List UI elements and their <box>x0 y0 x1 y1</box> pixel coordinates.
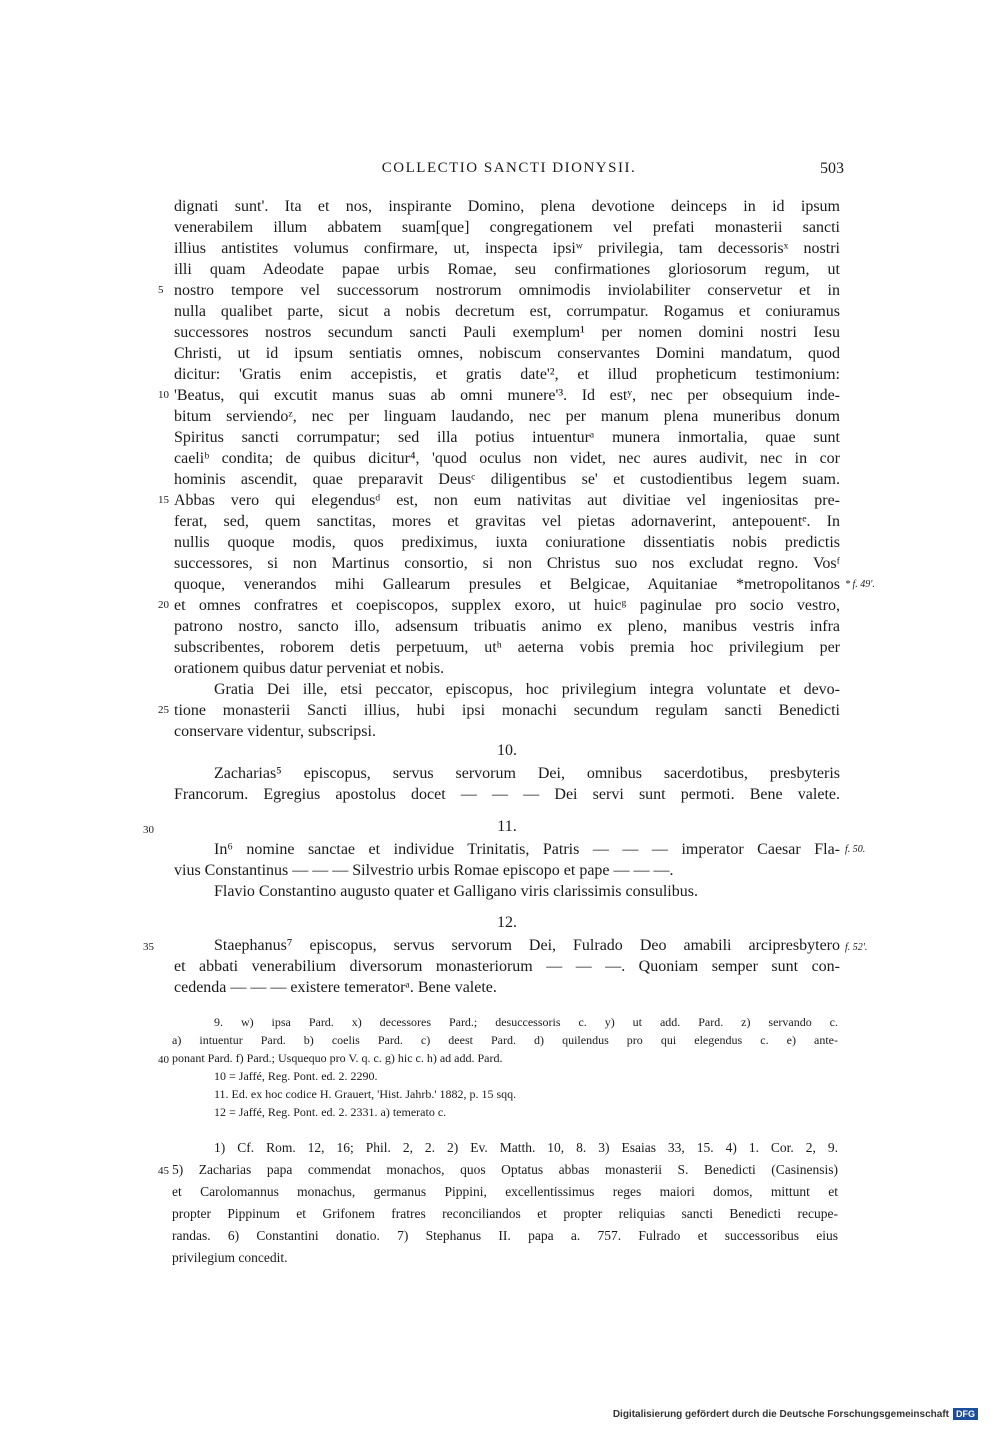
footnote-line: propter Pippinum et Grifonem fratres reconciliandos et propter reliquias sancti Benedicti recupe- <box>172 1206 838 1221</box>
page-number: 503 <box>820 160 844 177</box>
body-line: ferat, sed, quem sanctitas, mores et gravitas vel pietas adornaverint, antepouentᵉ. In <box>174 513 840 530</box>
line-number: 15 <box>158 494 169 506</box>
line-number: 25 <box>158 704 169 716</box>
section-number: 10. <box>497 742 517 759</box>
dfg-logo: DFG <box>953 1408 978 1420</box>
section-number: 11. <box>497 818 517 835</box>
body-line: subscribentes, roborem detis perpetuum, utʰ aeterna vobis premia hoc privilegium per <box>174 639 840 656</box>
apparatus-line: 9. w) ipsa Pard. x) decessores Pard.; desuccessoris c. y) ut add. Pard. z) servando c. <box>214 1015 838 1029</box>
body-line: dicitur: 'Gratis enim accepistis, et gratis date'², et illud propheticum testimonium: <box>174 366 840 383</box>
folio-note: f. 52'. <box>845 942 868 953</box>
body-line: tione monasterii Sancti illius, hubi ipsi monachi secundum regulam sancti Benedicti <box>174 702 840 719</box>
footnote-line: 5) Zacharias papa commendat monachos, quos Optatus abbas monasterii S. Benedicti (Casinensis) <box>172 1162 838 1177</box>
line-number: 40 <box>158 1054 169 1066</box>
line-number: 35 <box>143 941 154 953</box>
body-line: bitum serviendoᶻ, nec per linguam laudando, nec per manum plena muneribus donum <box>174 408 840 425</box>
body-line: successores nostros secundum sancti Pauli exemplum¹ per nomen domini nostri Iesu <box>174 324 840 341</box>
body-line: dignati sunt'. Ita et nos, inspirante Domino, plena devotione deinceps in id ipsum <box>174 198 840 215</box>
footnote-line: et Carolomannus monachus, germanus Pippini, excellentissimus reges maiori domos, mittunt et <box>172 1184 838 1199</box>
body-line: caeliᵇ condita; de quibus dicitur⁴, 'quod oculus non videt, nec aures audivit, nec in cor <box>174 450 840 467</box>
section-line: et abbati venerabilium diversorum monasteriorum — — —. Quoniam semper sunt con- <box>174 958 840 975</box>
line-number: 45 <box>158 1165 169 1177</box>
body-line: et omnes confratres et coepiscopos, supplex exoro, ut huicᵍ paginulae pro socio vestro, <box>174 597 840 614</box>
apparatus-line: 10 = Jaffé, Reg. Pont. ed. 2. 2290. <box>214 1069 378 1083</box>
body-line: nostro tempore vel successorum nostrorum omnimodis inviolabiliter conservetur et in <box>174 282 840 299</box>
folio-note: f. 50. <box>845 844 866 855</box>
footnote-line: randas. 6) Constantini donatio. 7) Stephanus II. papa a. 757. Fulrado et successoribus eius <box>172 1228 838 1243</box>
apparatus-line: 12 = Jaffé, Reg. Pont. ed. 2. 2331. a) temerato c. <box>214 1105 447 1119</box>
body-line: conservare videntur, subscripsi. <box>174 723 376 740</box>
footnote-line: 1) Cf. Rom. 12, 16; Phil. 2, 2. 2) Ev. Matth. 10, 8. 3) Esaias 33, 15. 4) 1. Cor. 2, 9. <box>214 1140 838 1155</box>
credit-text: Digitalisierung gefördert durch die Deutsche Forschungsgemeinschaft <box>612 1408 949 1420</box>
body-line: Abbas vero qui elegendusᵈ est, non eum nativitas aut divitiae vel ingeniositas pre- <box>174 492 840 509</box>
line-number: 10 <box>158 389 169 401</box>
body-line: venerabilem illum abbatem suam[que] congregationem vel prefati monasterii sancti <box>174 219 840 236</box>
line-number: 5 <box>158 284 164 296</box>
section-line: Francorum. Egregius apostolus docet — — — Dei servi sunt permoti. Bene valete. <box>174 786 840 803</box>
body-line: nullis quoque modis, quos prediximus, iuxta coniuratione dissentiatis nobis predictis <box>174 534 840 551</box>
body-line: illius antistites volumus confirmare, ut, inspecta ipsiʷ privilegia, tam decessorisˣ nostri <box>174 240 840 257</box>
body-line: quoque, venerandos mihi Gallearum presules et Belgicae, Aquitaniae *metropolitanos <box>174 576 840 593</box>
body-line: Christi, ut id ipsum sentiatis omnes, nobiscum conservantes Domini mandatum, quod <box>174 345 840 362</box>
apparatus-line: a) intuentur Pard. b) coelis Pard. c) deest Pard. d) quilendus pro qui elegendus c. e) ante- <box>172 1033 838 1047</box>
body-line: successores, si non Martinus consortio, si non Christus suo nos excludat regno. Vosᶠ <box>174 555 840 572</box>
folio-note: * f. 49'. <box>845 579 875 590</box>
body-line: illi quam Adeodate papae urbis Romae, seu confirmationes gloriosorum regum, ut <box>174 261 840 278</box>
section-line: Zacharias⁵ episcopus, servus servorum Dei, omnibus sacerdotibus, presbyteris <box>214 765 840 782</box>
body-line: orationem quibus datur perveniat et nobis. <box>174 660 445 677</box>
body-line: nulla qualibet parte, sicut a nobis decretum est, corrumpatur. Rogamus et coniuramus <box>174 303 840 320</box>
running-title: COLLECTIO SANCTI DIONYSII. <box>381 160 637 176</box>
body-line: Spiritus sancti corrumpatur; sed illa potius intuenturᵃ munera inmortalia, quae sunt <box>174 429 840 446</box>
body-line: hominis ascendit, quae preparavit Deusᶜ diligentibus se' et custodientibus legem suam. <box>174 471 840 488</box>
footnote-line: privilegium concedit. <box>172 1250 288 1265</box>
section-number: 12. <box>497 914 517 931</box>
section-line: Staephanus⁷ episcopus, servus servorum Dei, Fulrado Deo amabili arcipresbytero <box>214 937 840 954</box>
digitization-credit <box>613 1408 978 1420</box>
apparatus-line: 11. Ed. ex hoc codice H. Grauert, 'Hist. Jahrb.' 1882, p. 15 sqq. <box>214 1087 517 1101</box>
section-line: Flavio Constantino augusto quater et Galligano viris clarissimis consulibus. <box>214 883 698 900</box>
line-number: 20 <box>158 599 169 611</box>
apparatus-line: ponant Pard. f) Pard.; Usquequo pro V. q. c. g) hic c. h) ad add. Pard. <box>172 1051 503 1065</box>
section-line: cedenda — — — existere temeratorᵃ. Bene valete. <box>174 979 497 996</box>
section-line: vius Constantinus — — — Silvestrio urbis Romae episcopo et pape — — —. <box>174 862 674 879</box>
body-line: Gratia Dei ille, etsi peccator, episcopus, hoc privilegium integra voluntate et devo- <box>214 681 840 698</box>
section-line: In⁶ nomine sanctae et individue Trinitatis, Patris — — — imperator Caesar Fla- <box>214 841 840 858</box>
line-number: 30 <box>143 824 154 836</box>
page-header <box>174 160 844 182</box>
body-line: patrono nostro, sancto illo, adsensum tribuatis animo ex pleno, manibus vestris infra <box>174 618 840 635</box>
body-line: 'Beatus, qui excutit manus suas ab omni munere'³. Id estʸ, nec per obsequium inde- <box>174 387 840 404</box>
